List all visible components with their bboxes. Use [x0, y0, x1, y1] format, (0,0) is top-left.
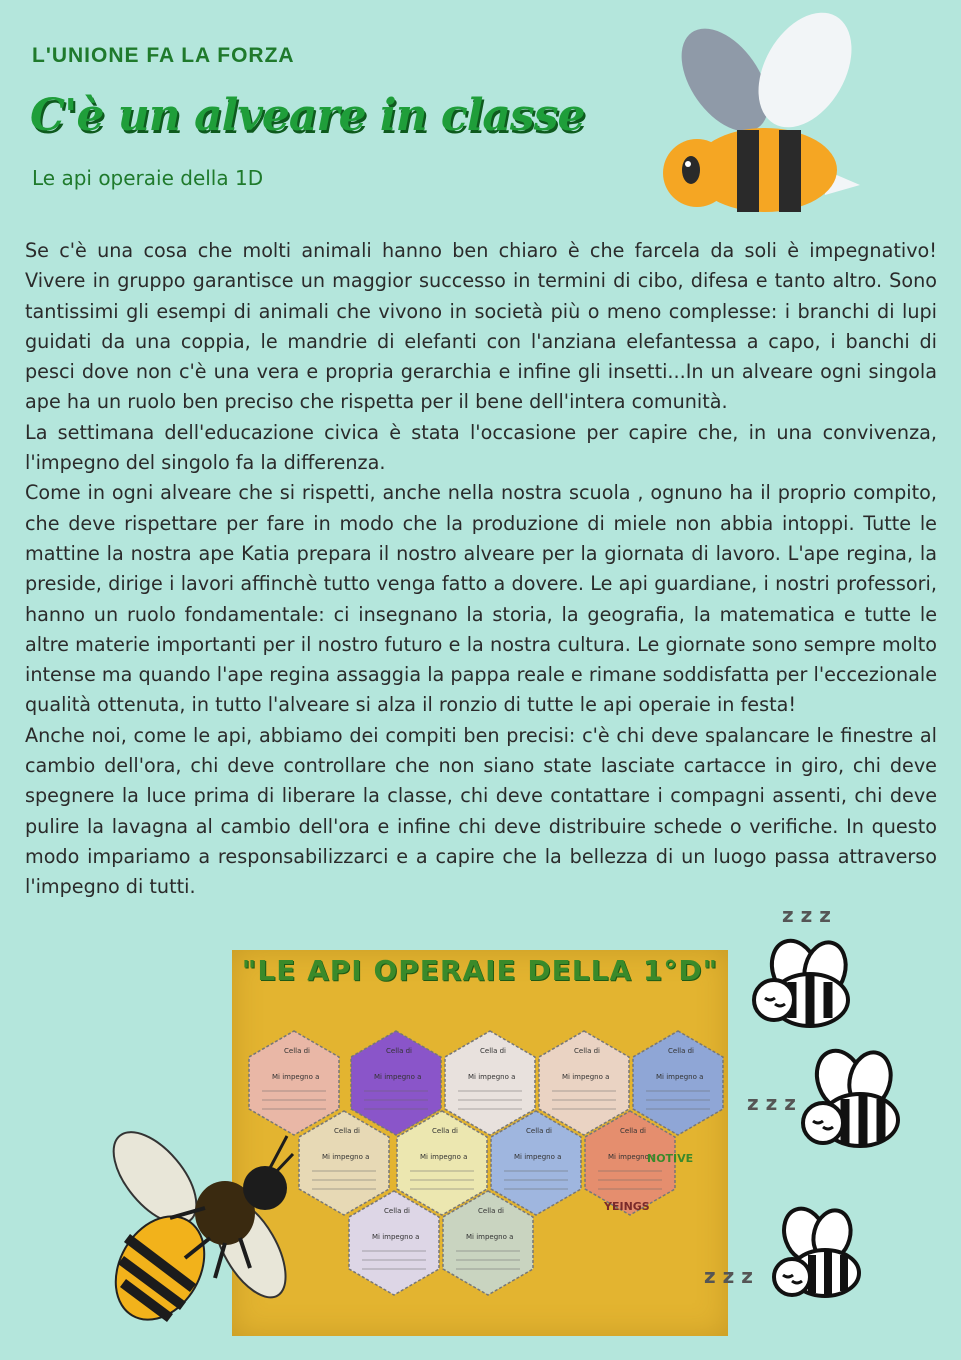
zzz-label: z z z: [704, 1264, 753, 1288]
cell-heading: Cella di: [668, 1047, 694, 1055]
sleeping-bee-icon: [750, 900, 860, 1030]
cell-badge: YEINGS: [604, 1200, 650, 1213]
cell-heading: Cella di: [284, 1047, 310, 1055]
beehive-poster-photo: [232, 950, 728, 1336]
paragraph: La settimana dell'educazione civica è stata l'occasione per capire che, in una convivenza, l'impegno del singolo fa la differenza.: [25, 420, 937, 475]
cell-heading: Cella di: [480, 1047, 506, 1055]
paragraph: Come in ogni alveare che si rispetti, anche nella nostra scuola , ognuno ha il proprio compito, che deve rispettare per fare in modo che la produzione di miele non abbia intoppi. Tutte le mattine la nostra ape Katia prepara il nostro alveare per la giornata di lavoro. L'ape regina, la preside, dirige i lavori affinchè tutto venga fatto a dovere. Le api guardiane, i nostri professori, hanno un ruolo fondamentale: ci insegnano la storia, la geografia, la matematica e tutte le altre materie importanti per il nostro futuro e la nostra cultura. Le giornate sono sempre molto intense ma quando l'ape regina assaggia la pappa reale e rimane soddisfatta per l'eccezionale qualità ottenuta, in tutto l'alveare si alza il ronzio di tutte le api operaie in festa!: [25, 481, 937, 717]
cell-heading: Cella di: [478, 1207, 504, 1215]
honeybee-icon: [75, 1118, 295, 1333]
kicker: L'UNIONE FA LA FORZA: [32, 44, 295, 67]
cell-heading: Cella di: [386, 1047, 412, 1055]
cell-heading: Cella di: [334, 1127, 360, 1135]
cell-heading: Cella di: [432, 1127, 458, 1135]
sleeping-bee-icon: [745, 1045, 910, 1155]
cell-heading: Cella di: [526, 1127, 552, 1135]
page-title: C'è un alveare in classe: [30, 90, 585, 141]
cell-text: Mi impegno a: [420, 1153, 468, 1161]
subtitle: Le api operaie della 1D: [32, 166, 264, 190]
zzz-label: z z z: [782, 903, 831, 927]
cartoon-bee-icon: [655, 10, 870, 220]
article-body: [25, 236, 937, 903]
sleeping-bee-icon: [700, 1205, 870, 1305]
cell-badge: NOTIVE: [647, 1152, 694, 1165]
cell-text: Mi impegno a: [562, 1073, 610, 1081]
cell-text: Mi impegno a: [466, 1233, 514, 1241]
cell-heading: Cella di: [384, 1207, 410, 1215]
cell-text: Mi impegno a: [372, 1233, 420, 1241]
paragraph: Se c'è una cosa che molti animali hanno ben chiaro è che farcela da soli è impegnativo! Vivere in gruppo garantisce un maggior successo in termini di cibo, difesa e tanto altro. Sono tantissimi gli esempi di animali che vivono in società più o meno complesse: i branchi di lupi guidati da una coppia, le mandrie di elefanti con l'anziana elefantessa a capo, i banchi di pesci dove non c'è una vera e propria gerarchia e infine gli insetti...In un alveare ogni singola ape ha un ruolo ben preciso che rispetta per il bene dell'intera comunità.: [25, 239, 937, 414]
cell-text: Mi impegno a: [608, 1153, 656, 1161]
cell-text: Mi impegno a: [272, 1073, 320, 1081]
cell-text: Mi impegno a: [468, 1073, 516, 1081]
paragraph: Anche noi, come le api, abbiamo dei compiti ben precisi: c'è chi deve spalancare le finestre al cambio dell'ora, chi deve controllare che non siano state lasciate cartacce in giro, chi deve spegnere la luce prima di liberare la classe, chi deve contattare i compagni assenti, chi deve pulire la lavagna al cambio dell'ora e infine chi deve distribuire schede o verifiche. In questo modo impariamo a responsabilizzarci e a capire che la bellezza di un luogo passa attraverso l'impegno di tutti.: [25, 723, 937, 899]
cell-text: Mi impegno a: [374, 1073, 422, 1081]
cell-heading: Cella di: [574, 1047, 600, 1055]
cell-heading: Cella di: [620, 1127, 646, 1135]
cell-text: Mi impegno a: [656, 1073, 704, 1081]
cell-text: Mi impegno a: [514, 1153, 562, 1161]
honeycomb-cells: [232, 950, 728, 1336]
cell-text: Mi impegno a: [322, 1153, 370, 1161]
zzz-label: z z z: [747, 1091, 796, 1115]
poster-title: "LE API OPERAIE DELLA 1°D": [241, 954, 719, 987]
